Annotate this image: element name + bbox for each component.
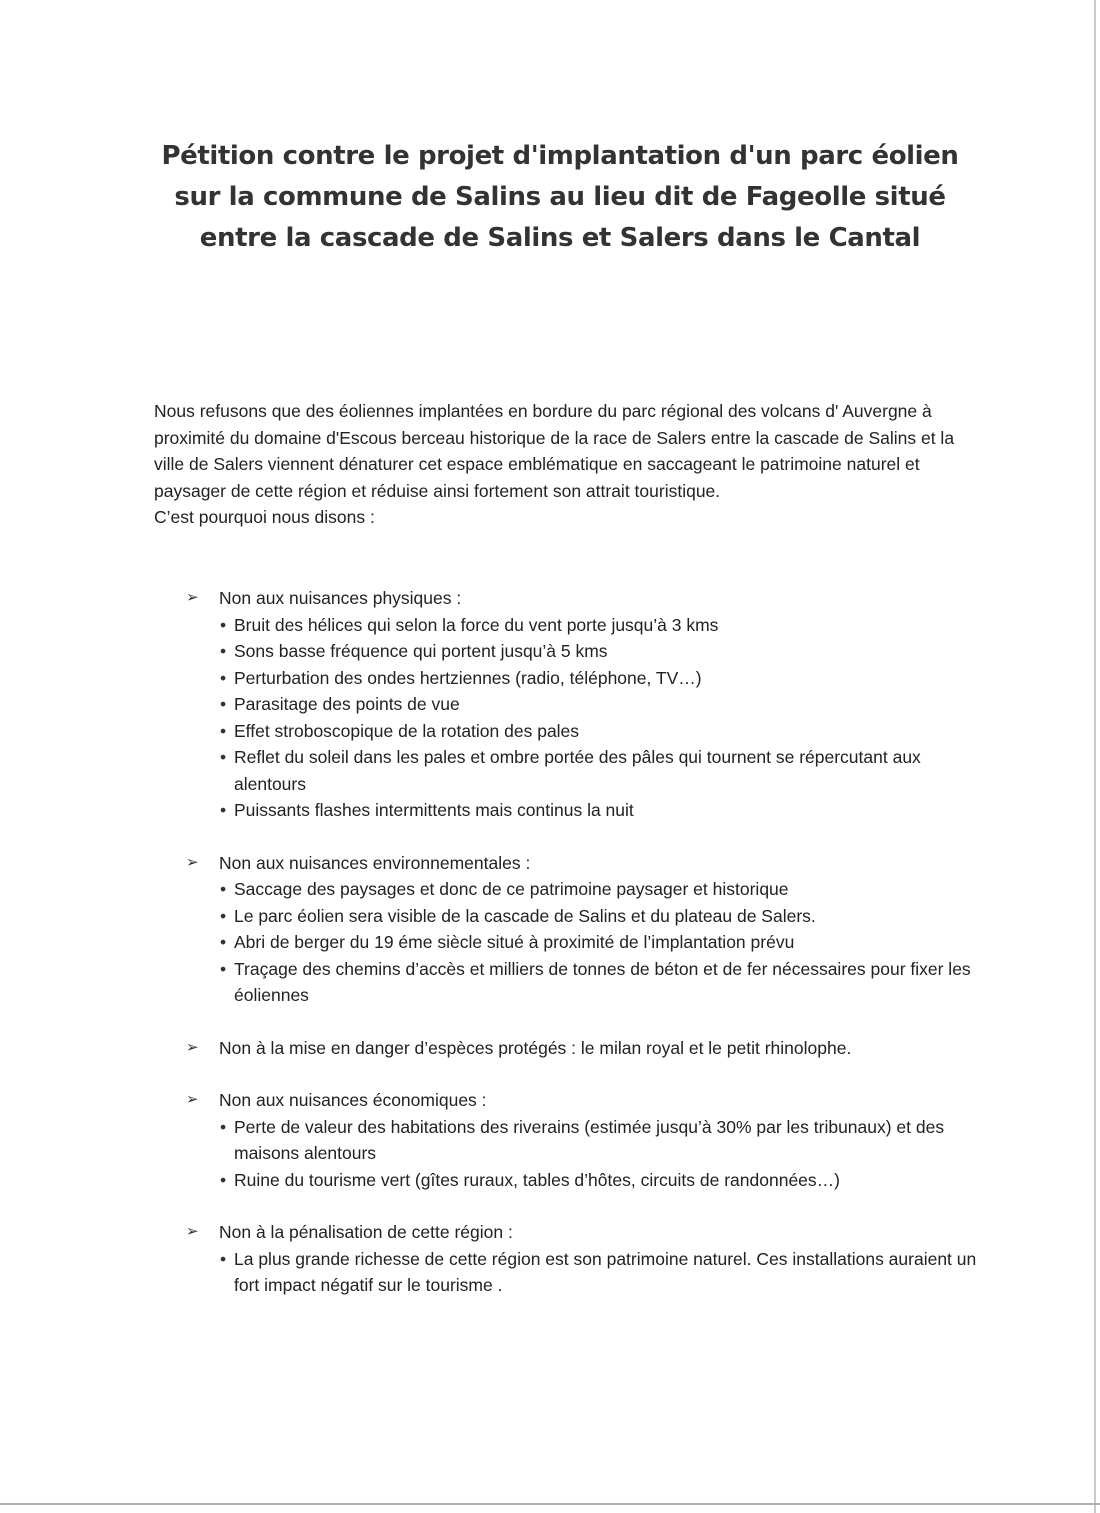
intro-paragraph: Nous refusons que des éoliennes implantées en bordure du parc régional des volcans d' Auvergne à proximité du domaine d'Escous berceau historique de la race de Salers entre la cascade de Salins et la ville de Salers viennent dénaturer cet espace emblématique en saccageant le patrimoine naturel et paysager de cette région et réduise ainsi fortement son attrait touristique. — [154, 401, 955, 501]
section-heading: Non aux nuisances physiques : — [219, 588, 462, 608]
list-item: • La plus grande richesse de cette région est son patrimoine naturel. Ces installations auraient un fort impact négatif sur le tourisme . — [219, 1246, 986, 1299]
list-item: • Bruit des hélices qui selon la force du vent porte jusqu’à 3 kms — [219, 612, 986, 639]
list-item: • Traçage des chemins d’accès et milliers de tonnes de béton et de fer nécessaires pour fixer les éoliennes — [219, 956, 986, 1009]
section-heading: Non aux nuisances environnementales : — [219, 852, 531, 873]
section-heading: Non à la pénalisation de cette région : — [219, 1222, 513, 1242]
list-item: • Puissants flashes intermittents mais continus la nuit — [219, 797, 986, 824]
petition-section — [186, 1087, 986, 1193]
arrow-bullet-icon: ➢ — [186, 1038, 199, 1056]
section-items — [219, 1246, 986, 1299]
list-item: • Sons basse fréquence qui portent jusqu’à 5 kms — [219, 638, 986, 665]
list-item: • Perturbation des ondes hertziennes (radio, téléphone, TV…) — [219, 665, 986, 692]
section-heading: Non à la mise en danger d’espèces protégés : le milan royal et le petit rhinolophe. — [219, 1037, 852, 1058]
scan-edge-right — [1094, 0, 1096, 1513]
section-items — [219, 612, 986, 824]
section-items — [219, 876, 986, 1009]
intro-lead: C’est pourquoi nous disons : — [154, 507, 375, 527]
scan-edge-bottom — [0, 1503, 1100, 1505]
arrow-bullet-icon: ➢ — [186, 1091, 199, 1108]
petition-section — [186, 850, 986, 1009]
section-heading: Non aux nuisances économiques : — [219, 1090, 487, 1110]
sections-list — [186, 585, 986, 1325]
list-item: • Ruine du tourisme vert (gîtes ruraux, tables d’hôtes, circuits de randonnées…) — [219, 1167, 986, 1194]
petition-section — [186, 1219, 986, 1299]
petition-title: Pétition contre le projet d'implantation d'un parc éolien sur la commune de Salins au lieu dit de Fageolle situé entre la cascade de Salins et Salers dans le Cantal — [161, 141, 959, 253]
petition-section — [186, 1035, 986, 1062]
arrow-bullet-icon: ➢ — [186, 589, 199, 606]
list-item: • Saccage des paysages et donc de ce patrimoine paysager et historique — [219, 876, 986, 903]
list-item: • Perte de valeur des habitations des riverains (estimée jusqu’à 30% par les tribunaux) et des maisons alentours — [219, 1114, 986, 1167]
section-items — [219, 1114, 986, 1194]
list-item: • Abri de berger du 19 éme siècle situé à proximité de l’implantation prévu — [219, 929, 986, 956]
list-item: • Le parc éolien sera visible de la cascade de Salins et du plateau de Salers. — [219, 903, 986, 930]
list-item: • Reflet du soleil dans les pales et ombre portée des pâles qui tournent se répercutant aux alentours — [219, 744, 986, 797]
list-item: • Effet stroboscopique de la rotation des pales — [219, 718, 986, 745]
arrow-bullet-icon: ➢ — [186, 1223, 199, 1240]
list-item: • Parasitage des points de vue — [219, 691, 986, 718]
petition-section — [186, 585, 986, 824]
arrow-bullet-icon: ➢ — [186, 853, 199, 871]
intro-block — [154, 398, 984, 531]
